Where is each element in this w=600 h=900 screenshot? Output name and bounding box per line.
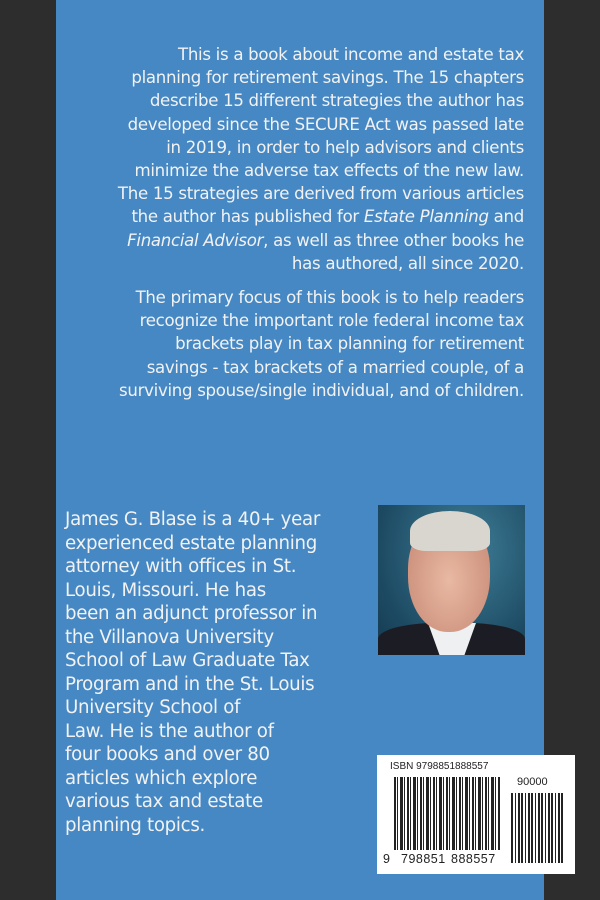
- text-line: the Villanova University: [65, 626, 274, 648]
- author-photo: [378, 505, 525, 655]
- text-line: [104, 205, 524, 228]
- text-line: University School of: [65, 697, 241, 718]
- text-line: savings - tax brackets of a married couple, of a: [146, 357, 524, 377]
- publication-name: Financial Advisor: [127, 230, 264, 250]
- publication-name: Estate Planning: [363, 207, 489, 227]
- text-line: The 15 strategies are derived from various articles: [117, 184, 524, 204]
- text-line: School of Law Graduate Tax: [65, 650, 310, 671]
- text-line: [104, 229, 524, 252]
- digit-group: 9: [383, 852, 391, 866]
- text-line: has authored, all since 2020.: [291, 253, 524, 273]
- addon-barcode-bars: [511, 793, 563, 863]
- text-line: developed since the SECURE Act was passed late: [127, 114, 524, 134]
- barcode-digits: [381, 850, 505, 870]
- text-line: been an adjunct professor in: [65, 603, 318, 624]
- text-line: planning topics.: [65, 814, 206, 836]
- text-line: articles which explore: [65, 767, 258, 789]
- barcode-bars: [394, 777, 500, 853]
- isbn-label: ISBN 9798851888557: [390, 761, 489, 772]
- text-span: and: [488, 207, 524, 227]
- text-line: attorney with offices in St.: [65, 556, 297, 577]
- text-span: the author has published for: [131, 207, 364, 227]
- text-line: Louis, Missouri. He has: [65, 579, 266, 601]
- text-line: various tax and estate: [65, 791, 263, 812]
- digit-group: 888557: [451, 852, 496, 866]
- text-line: Law. He is the author of: [65, 720, 274, 742]
- text-line: brackets play in tax planning for retirement: [175, 334, 524, 354]
- text-line: minimize the adverse tax effects of the new law.: [134, 161, 524, 181]
- photo-hair: [410, 511, 490, 551]
- text-line: in 2019, in order to help advisors and clients: [166, 137, 524, 157]
- text-line: experienced estate planning: [65, 532, 317, 554]
- isbn-barcode: [377, 755, 575, 874]
- price-addon-label: 90000: [517, 776, 548, 788]
- text-line: Program and in the St. Louis: [65, 673, 315, 695]
- author-bio: [65, 508, 365, 837]
- description-paragraph-2: [104, 286, 524, 402]
- text-line: James G. Blase is a 40+ year: [65, 509, 321, 530]
- text-line: planning for retirement savings. The 15 chapters: [131, 68, 524, 88]
- digit-group: 798851: [401, 852, 446, 866]
- text-line: The primary focus of this book is to help readers: [135, 288, 524, 307]
- text-line: surviving spouse/single individual, and of children.: [119, 380, 524, 400]
- text-line: This is a book about income and estate tax: [178, 45, 524, 64]
- description-paragraph-1: [104, 43, 524, 275]
- text-line: recognize the important role federal income tax: [139, 311, 524, 331]
- text-line: four books and over 80: [65, 744, 270, 765]
- text-span: , as well as three other books he: [263, 230, 524, 250]
- text-line: describe 15 different strategies the author has: [149, 91, 524, 111]
